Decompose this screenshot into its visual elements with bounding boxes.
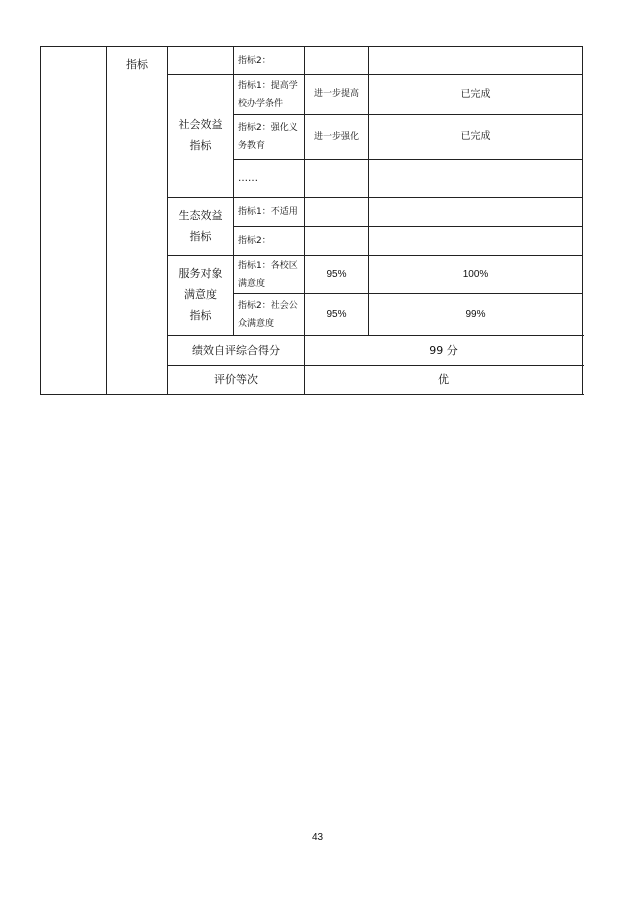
social-benefit-label: 社会效益 指标 [168, 75, 234, 198]
target-value-cell: 95% [305, 256, 369, 294]
table-row [41, 47, 583, 75]
grade-value: 优 [305, 366, 583, 395]
overall-score-label: 绩效自评综合得分 [168, 336, 305, 366]
page-number: 43 [311, 832, 324, 843]
overall-score-value: 99 分 [305, 336, 583, 366]
actual-value-cell: 已完成 [369, 75, 583, 115]
indicator-name-cell: 指标2：强化义 务教育 [234, 115, 305, 160]
target-value-cell [305, 160, 369, 198]
target-value-cell [305, 47, 369, 75]
grade-label: 评价等次 [168, 366, 305, 395]
indicator-name-cell: …… [234, 160, 305, 198]
indicator-name-cell: 指标2： [234, 47, 305, 75]
target-value-cell: 进一步强化 [305, 115, 369, 160]
indicator-name-cell: 指标1：各校区 满意度 [234, 256, 305, 294]
actual-value-cell [369, 198, 583, 227]
satisfaction-label: 服务对象 满意度 指标 [168, 256, 234, 336]
actual-value-cell: 已完成 [369, 115, 583, 160]
level2-indicator-cell: 指标 [107, 47, 168, 395]
indicator-name-cell: 指标2：社会公 众满意度 [234, 294, 305, 336]
level1-indicator-cell [41, 47, 107, 395]
actual-value-cell [369, 47, 583, 75]
level3-indicator-cell [168, 47, 234, 75]
target-value-cell: 进一步提高 [305, 75, 369, 115]
target-value-cell: 95% [305, 294, 369, 336]
actual-value-cell [369, 160, 583, 198]
indicator-name-cell: 指标1：提高学 校办学条件 [234, 75, 305, 115]
indicator-name-cell: 指标1：不适用 [234, 198, 305, 227]
indicator-name-cell: 指标2： [234, 227, 305, 256]
performance-evaluation-table [40, 46, 583, 395]
ecological-benefit-label: 生态效益 指标 [168, 198, 234, 256]
actual-value-cell: 100% [369, 256, 583, 294]
target-value-cell [305, 227, 369, 256]
actual-value-cell: 99% [369, 294, 583, 336]
actual-value-cell [369, 227, 583, 256]
target-value-cell [305, 198, 369, 227]
